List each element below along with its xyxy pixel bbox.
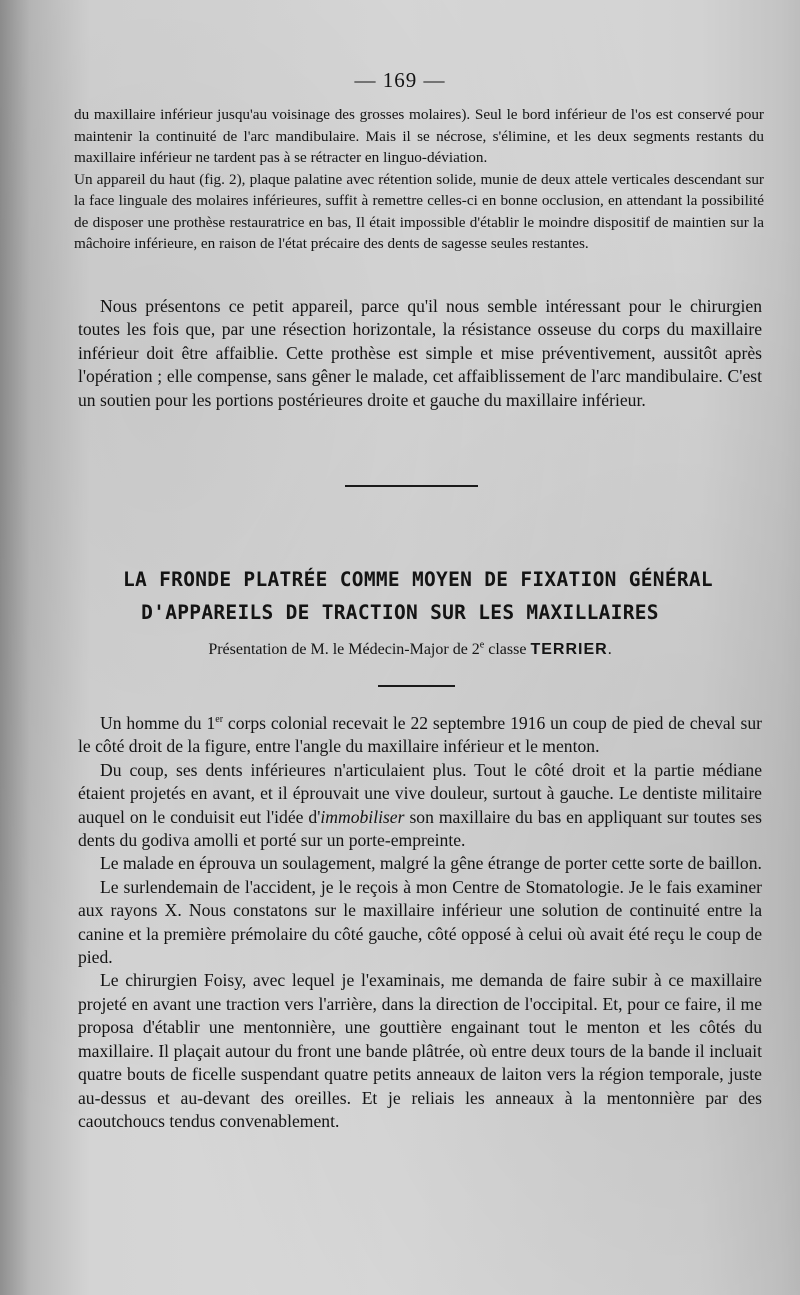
article-title-line-2: D'APPAREILS DE TRACTION SUR LES MAXILLAIRES [141,601,659,624]
continued-text [74,104,764,255]
continued-paragraph-1: du maxillaire inférieur jusqu'au voisinage des grosses molaires). Seul le bord inférieur de l'os est conservé pour maintenir la continuité de l'arc mandibulaire. Mais il se nécrose, s'élimine, et les deux segments restants du maxillaire inférieur ne tardent pas à se rétracter en linguo-déviation. [74,106,764,166]
byline-sup: e [479,639,485,651]
article-paragraph-1 [78,712,762,759]
article-paragraph-3: Le malade en éprouva un soulagement, malgré la gêne étrange de porter cette sorte de baillon. [100,853,762,874]
p1-rest: corps colonial recevait le 22 septembre 1916 un coup de pied de cheval sur le côté droit de la figure, entre l'angle du maxillaire inférieur et le menton. [78,713,762,757]
p2-rest: son maxillaire du bas en appliquant sur toutes ses dents du godiva amolli et porté sur un porte-empreinte. [78,806,762,851]
p2-start: Du coup, ses dents inférieures n'articulaient plus. Tout le côté droit et la partie médiane étaient projetés en avant, et il éprouvait une vive douleur, surtout à gauche. Le dentiste militaire auquel on le conduisit eut l'idée d' [78,759,762,827]
author-name: TERRIER [530,641,608,658]
section-divider [345,485,478,487]
p2-italic: immobiliser [320,806,405,827]
title-divider [378,685,455,687]
article-paragraph-2 [78,759,762,853]
article-paragraph-5: Le chirurgien Foisy, avec lequel je l'examinais, me demanda de faire subir à ce maxillaire projeté en avant une traction vers l'arrière, dans la direction de l'occipital. Et, pour ce faire, il me proposa d'établir une mentonnière, une gouttière engainant tout le menton et les côtés du maxillaire. Il plaçait autour du front une bande plâtrée, où entre deux tours de la bande il incluait quatre bouts de ficelle suspendant quatre petits anneaux de laiton vers la région temporale, juste au-dessus et au-devant des oreilles. Et je reliais les anneaux à la mentonnière par des caoutchoucs tendus convenablement. [78,970,762,1131]
intro-paragraph: Nous présentons ce petit appareil, parce qu'il nous semble intéressant pour le chirurgien toutes les fois que, par une résection horizontale, la résistance osseuse du corps du maxillaire inférieur doit être affaiblie. Cette prothèse est simple et mise préventivement, aussitôt après l'opération ; elle compense, sans gêner le malade, cet affaiblissement de l'arc mandibulaire. C'est un soutien pour les portions postérieures droite et gauche du maxillaire inférieur. [78,296,762,410]
byline-mid: classe [484,641,531,658]
page-number: — 169 — [354,68,446,92]
article-body [78,712,762,1133]
p1-sup: er [215,714,224,726]
article-byline [0,641,800,659]
continued-paragraph-2: Un appareil du haut (fig. 2), plaque palatine avec rétention solide, munie de deux attele verticales descendant sur la face linguale des molaires inférieures, suffit à remettre celles-ci en bonne occlusion, en attendant la possibilité de disposer une prothèse restauratrice en bas, Il était impossible d'établir le moindre dispositif de maintien sur la mâchoire inférieure, en raison de l'état précaire des dents de sagesse seules restantes. [74,170,764,252]
p1-start: Un homme du 1 [100,713,216,733]
article-title-line-1: LA FRONDE PLATRÉE COMME MOYEN DE FIXATION GÉNÉRAL [123,568,713,591]
intro-section [78,295,762,412]
article-paragraph-4: Le surlendemain de l'accident, je le reçois à mon Centre de Stomatologie. Je le fais examiner aux rayons X. Nous constatons sur le maxillaire inférieur une solution de continuité entre la canine et la première prémolaire du côté gauche, côté opposé à celui où avait été reçu le coup de pied. [78,876,762,968]
byline-prefix: Présentation de M. le Médecin-Major de 2 [208,641,480,658]
byline-end: . [607,641,612,658]
